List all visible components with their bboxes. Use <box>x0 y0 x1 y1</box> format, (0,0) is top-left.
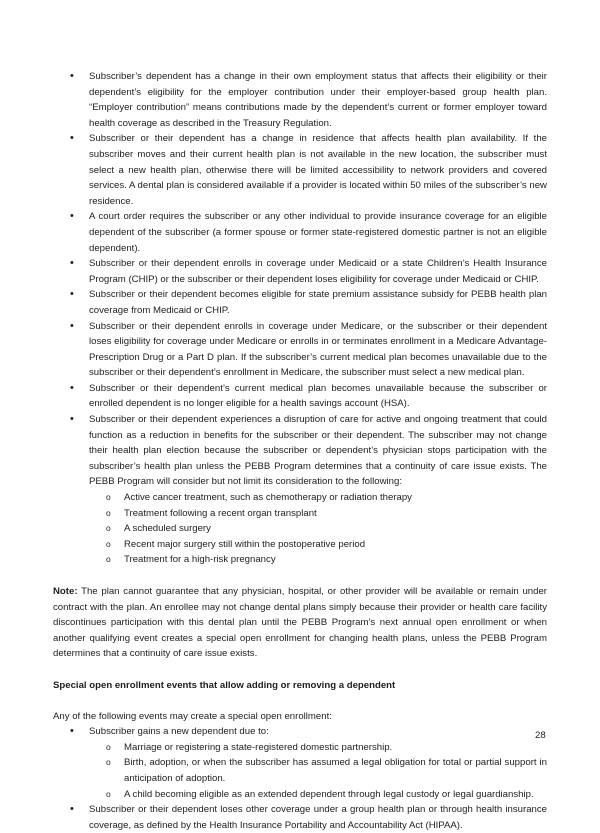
list-item: • Subscriber’s dependent has a change in their own employment status that affects their eligibility or their dependent’s eligibility for the employer contribution under their employer-based group health plan. “Employer contribution” means contributions made by the dependent’s current or former employer toward health coverage as described in the Treasury Regulation. <box>53 69 547 131</box>
note-label: Note: <box>53 586 78 597</box>
list-item: • Subscriber or their dependent enrolls in coverage under Medicare, or the subscriber or their dependent loses eligibility for coverage under Medicare or enrolls in or terminates enrollment in a Medicare Advantage-Prescription Drug or a Part D plan. If the subscriber’s current medical plan becomes unavailable due to the subscriber or their dependent’s enrollment in Medicare, the subscriber must select a new medical plan. <box>53 319 547 381</box>
list-item: • Subscriber or their dependent loses other coverage under a group health plan or through health insurance coverage, as defined by the Health Insurance Portability and Accountability Act (HIPAA). <box>53 802 547 833</box>
sublist-item: o Treatment following a recent organ transplant <box>89 506 547 522</box>
list-item: • Subscriber or their dependent enrolls in coverage under Medicaid or a state Children’s Health Insurance Program (CHIP) or the subscriber or their dependent loses eligibility for coverage under Medicaid or CHIP. <box>53 256 547 287</box>
sublist-item: o Active cancer treatment, such as chemotherapy or radiation therapy <box>89 490 547 506</box>
list-item-text: Subscriber gains a new dependent due to: <box>89 726 269 738</box>
section-intro: Any of the following events may create a special open enrollment: <box>53 710 332 722</box>
page-number: 28 <box>535 730 546 741</box>
qualifying-events-list <box>53 69 547 568</box>
section-heading: Special open enrollment events that allow adding or removing a dependent <box>53 679 396 691</box>
note-text: The plan cannot guarantee that any physician, hospital, or other provider will be available or remain under contract with the plan. An enrollee may not change dental plans simply because their provider or health care facility discontinues participation with this dental plan until the PEBB Program’s next annual open enrollment or when another qualifying event creates a special open enrollment for changing health plans, unless the PEBB Program determines that a continuity of care issue exists. <box>53 586 547 660</box>
special-enrollment-list <box>53 724 547 833</box>
list-item: • Subscriber or their dependent has a change in residence that affects health plan availability. If the subscriber moves and their current health plan is not available in the new location, the subscriber must select a new health plan, otherwise there will be limited accessibility to network providers and covered services. A dental plan is considered available if a provider is located within 50 miles of the subscriber’s new residence. <box>53 131 547 209</box>
list-item: • Subscriber or their dependent’s current medical plan becomes unavailable because the subscriber or enrolled dependent is no longer eligible for a health savings account (HSA). <box>53 381 547 412</box>
list-item-text: Subscriber or their dependent experiences a disruption of care for active and ongoing treatment that could function as a reduction in benefits for the subscriber or their dependent. The subscriber may not change their health plan election because the subscriber or dependent’s physician stops participation with the subscriber’s health plan unless the PEBB Program determines that a continuity of care issue exists. The PEBB Program will consider but not limit its consideration to the following: <box>89 414 547 488</box>
sublist-item: o Marriage or registering a state-registered domestic partnership. <box>89 740 547 756</box>
sublist-item: o Treatment for a high-risk pregnancy <box>89 552 547 568</box>
document-page <box>53 69 547 833</box>
sublist-item: o A scheduled surgery <box>89 521 547 537</box>
list-item: • Subscriber or their dependent becomes eligible for state premium assistance subsidy for PEBB health plan coverage from Medicaid or CHIP. <box>53 287 547 318</box>
list-item-continuity-of-care <box>53 412 547 568</box>
sublist-item: o A child becoming eligible as an extended dependent through legal custody or legal guardianship. <box>89 787 547 803</box>
list-item: • A court order requires the subscriber or any other individual to provide insurance coverage for an eligible dependent of the subscriber (a former spouse or former state-registered domestic partner is not an eligible dependent). <box>53 209 547 256</box>
sublist-item: o Birth, adoption, or when the subscriber has assumed a legal obligation for total or partial support in anticipation of adoption. <box>89 755 547 786</box>
new-dependent-sublist <box>89 740 547 802</box>
note-paragraph <box>53 584 547 662</box>
list-item-new-dependent <box>53 724 547 802</box>
sublist-item: o Recent major surgery still within the postoperative period <box>89 537 547 553</box>
continuity-of-care-sublist <box>89 490 547 568</box>
